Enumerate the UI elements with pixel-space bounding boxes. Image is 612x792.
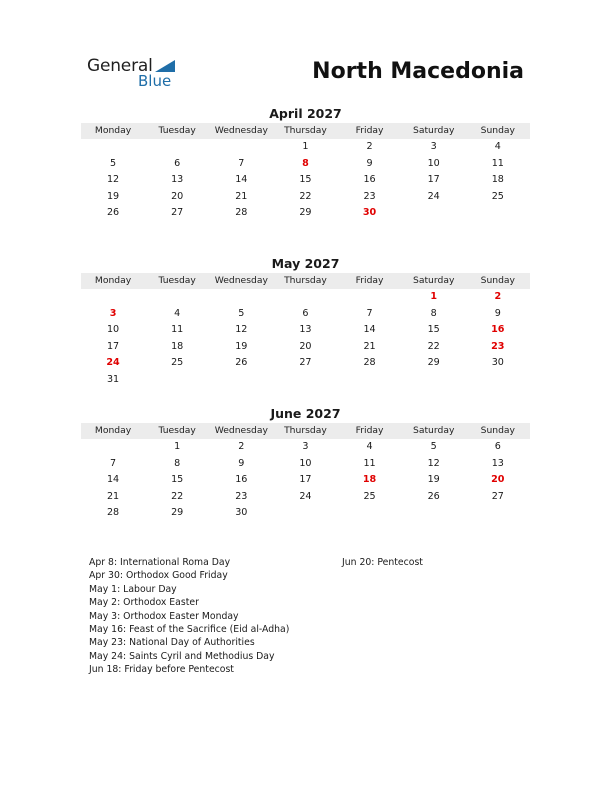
day-cell: 25 <box>363 490 376 502</box>
day-cell: 10 <box>427 157 440 169</box>
week-row <box>81 472 530 489</box>
weekday-header: Wednesday <box>214 425 268 436</box>
logo-general-text: General <box>87 56 153 76</box>
day-cell: 9 <box>366 157 373 169</box>
day-cell: 11 <box>491 157 504 169</box>
day-cell: 14 <box>363 324 376 336</box>
weekday-header: Saturday <box>412 275 455 286</box>
day-cell: 15 <box>171 474 184 486</box>
day-cell <box>338 289 402 306</box>
weekday-header: Saturday <box>412 125 455 136</box>
day-cell: 17 <box>427 174 440 186</box>
day-cell: 6 <box>174 157 181 169</box>
day-cell <box>466 205 530 222</box>
week-row <box>81 289 530 306</box>
day-cell <box>466 505 530 522</box>
holiday-entry: May 3: Orthodox Easter Monday <box>89 610 239 622</box>
weekday-header-row <box>81 423 530 439</box>
day-cell: 25 <box>171 357 184 369</box>
day-cell: 28 <box>363 357 376 369</box>
month-april <box>81 106 530 222</box>
week-row <box>81 139 530 156</box>
week-row <box>81 306 530 323</box>
day-cell: 15 <box>427 324 440 336</box>
week-row <box>81 322 530 339</box>
month-title: June 2027 <box>270 406 341 421</box>
day-cell: 26 <box>235 357 248 369</box>
week-row <box>81 439 530 456</box>
weekday-header: Thursday <box>284 125 327 136</box>
holiday-entry: May 23: National Day of Authorities <box>89 637 255 649</box>
day-cell: 3 <box>302 441 309 452</box>
day-cell <box>402 505 466 522</box>
day-cell: 1 <box>174 441 181 452</box>
logo <box>87 56 197 92</box>
day-cell: 16 <box>235 474 248 486</box>
day-cell: 21 <box>363 340 376 352</box>
holiday-list-left <box>89 556 289 677</box>
day-cell: 21 <box>235 190 248 202</box>
weekday-header: Monday <box>94 275 132 286</box>
day-cell: 24 <box>427 190 440 202</box>
day-cell: 8 <box>174 457 181 469</box>
week-row <box>81 489 530 506</box>
day-cell: 18 <box>491 174 504 186</box>
holiday-entry: May 1: Labour Day <box>89 583 177 595</box>
weekday-header: Thursday <box>284 425 327 436</box>
day-cell: 31 <box>106 373 120 385</box>
week-row <box>81 339 530 356</box>
day-cell: 30 <box>491 357 504 369</box>
holiday-day-cell: 18 <box>362 474 377 486</box>
week-row <box>81 156 530 173</box>
day-cell <box>209 289 273 306</box>
weekday-header: Sunday <box>480 425 515 436</box>
weekday-header: Tuesday <box>158 425 196 436</box>
day-cell: 27 <box>299 357 312 369</box>
day-cell: 9 <box>494 307 501 319</box>
holiday-day-cell: 2 <box>494 291 502 302</box>
weekday-header: Friday <box>355 125 384 136</box>
weekday-header-row <box>81 273 530 289</box>
day-cell: 29 <box>171 507 184 519</box>
weekday-header: Tuesday <box>158 125 196 136</box>
day-cell <box>466 372 530 389</box>
holiday-entry: May 16: Feast of the Sacrifice (Eid al-Adha) <box>89 624 290 636</box>
day-cell: 19 <box>427 474 440 486</box>
day-cell: 14 <box>235 174 248 186</box>
weekday-header: Sunday <box>480 125 515 136</box>
day-cell <box>145 139 209 156</box>
weekday-header: Wednesday <box>214 275 268 286</box>
day-cell <box>81 439 145 456</box>
holiday-entry: Jun 18: Friday before Pentecost <box>89 664 234 676</box>
day-cell: 12 <box>106 174 120 186</box>
day-cell <box>81 139 145 156</box>
day-cell <box>273 289 337 306</box>
day-cell: 29 <box>427 357 440 369</box>
day-cell: 18 <box>171 340 184 352</box>
day-cell: 21 <box>106 490 120 502</box>
day-cell: 12 <box>235 324 248 336</box>
day-cell: 2 <box>366 141 373 152</box>
day-cell: 7 <box>366 307 373 319</box>
holiday-day-cell: 3 <box>109 307 117 319</box>
week-row <box>81 189 530 206</box>
day-cell <box>273 505 337 522</box>
day-cell: 4 <box>494 141 501 152</box>
day-cell: 19 <box>235 340 248 352</box>
day-cell: 22 <box>171 490 184 502</box>
day-cell: 13 <box>171 174 184 186</box>
holiday-entry: May 2: Orthodox Easter <box>89 597 199 609</box>
day-cell: 10 <box>299 457 312 469</box>
weekday-header: Friday <box>355 425 384 436</box>
day-cell: 11 <box>363 457 376 469</box>
week-row <box>81 456 530 473</box>
day-cell: 6 <box>494 441 501 452</box>
day-cell <box>81 289 145 306</box>
day-cell: 27 <box>491 490 504 502</box>
day-cell <box>209 139 273 156</box>
weekday-header: Tuesday <box>158 275 196 286</box>
day-cell: 6 <box>302 307 309 319</box>
day-cell: 7 <box>238 157 245 169</box>
day-cell: 25 <box>491 190 504 202</box>
day-cell <box>145 289 209 306</box>
week-row <box>81 505 530 522</box>
logo-flag-icon <box>155 60 175 72</box>
day-cell: 8 <box>430 307 437 319</box>
holiday-list-right <box>342 556 423 569</box>
weekday-header: Saturday <box>412 425 455 436</box>
weekday-header: Thursday <box>284 275 327 286</box>
day-cell: 5 <box>110 157 117 169</box>
week-row <box>81 372 530 389</box>
holiday-entry: Apr 30: Orthodox Good Friday <box>89 570 228 582</box>
day-cell: 22 <box>427 340 440 352</box>
day-cell: 1 <box>302 141 309 152</box>
day-cell: 4 <box>366 441 373 452</box>
day-cell: 28 <box>235 207 248 219</box>
day-cell: 7 <box>110 457 117 469</box>
day-cell: 26 <box>106 207 120 219</box>
day-cell: 24 <box>299 490 312 502</box>
day-cell: 10 <box>106 324 120 336</box>
day-cell: 17 <box>106 340 120 352</box>
day-cell: 9 <box>238 457 245 469</box>
day-cell: 23 <box>235 490 248 502</box>
day-cell: 20 <box>171 190 184 202</box>
day-cell: 12 <box>427 457 440 469</box>
day-cell <box>338 505 402 522</box>
weekday-header: Monday <box>94 125 132 136</box>
day-cell <box>273 372 337 389</box>
week-row <box>81 205 530 222</box>
day-cell: 13 <box>491 457 504 469</box>
holiday-day-cell: 30 <box>362 207 377 219</box>
holiday-day-cell: 1 <box>430 291 438 302</box>
weekday-header: Sunday <box>480 275 515 286</box>
day-cell: 22 <box>299 190 312 202</box>
day-cell: 17 <box>299 474 312 486</box>
holiday-entry: Apr 8: International Roma Day <box>89 557 231 568</box>
week-row <box>81 172 530 189</box>
day-cell: 2 <box>238 441 245 452</box>
day-cell: 20 <box>299 340 312 352</box>
day-cell: 5 <box>238 307 245 319</box>
weekday-header-row <box>81 123 530 139</box>
day-cell: 13 <box>299 324 312 336</box>
day-cell: 30 <box>235 507 248 519</box>
day-cell: 28 <box>106 507 120 519</box>
day-cell <box>402 205 466 222</box>
day-cell: 16 <box>363 174 376 186</box>
holiday-day-cell: 23 <box>491 340 505 352</box>
day-cell: 14 <box>106 474 120 486</box>
holiday-day-cell: 8 <box>302 157 309 169</box>
day-cell <box>338 372 402 389</box>
month-june <box>81 406 530 522</box>
holiday-entry: Jun 20: Pentecost <box>342 557 423 568</box>
weekday-header: Monday <box>94 425 132 436</box>
holiday-day-cell: 16 <box>491 324 505 336</box>
day-cell <box>402 372 466 389</box>
day-cell: 19 <box>106 190 120 202</box>
day-cell: 23 <box>363 190 376 202</box>
month-title: May 2027 <box>271 256 340 271</box>
holiday-entry: May 24: Saints Cyril and Methodius Day <box>89 650 275 662</box>
weekday-header: Wednesday <box>214 125 268 136</box>
day-cell: 26 <box>427 490 440 502</box>
logo-blue-text: Blue <box>138 72 172 90</box>
day-cell: 29 <box>299 207 312 219</box>
day-cell: 27 <box>171 207 184 219</box>
week-row <box>81 355 530 372</box>
country-title: North Macedonia <box>312 59 524 84</box>
day-cell: 15 <box>299 174 312 186</box>
holiday-day-cell: 20 <box>491 474 505 486</box>
weekday-header: Friday <box>355 275 384 286</box>
day-cell <box>145 372 209 389</box>
month-title: April 2027 <box>269 106 342 121</box>
day-cell: 3 <box>430 141 437 152</box>
day-cell: 4 <box>174 307 181 319</box>
day-cell <box>209 372 273 389</box>
holiday-day-cell: 24 <box>106 357 120 369</box>
month-may <box>81 256 530 389</box>
day-cell: 11 <box>171 324 184 336</box>
day-cell: 5 <box>430 441 437 452</box>
